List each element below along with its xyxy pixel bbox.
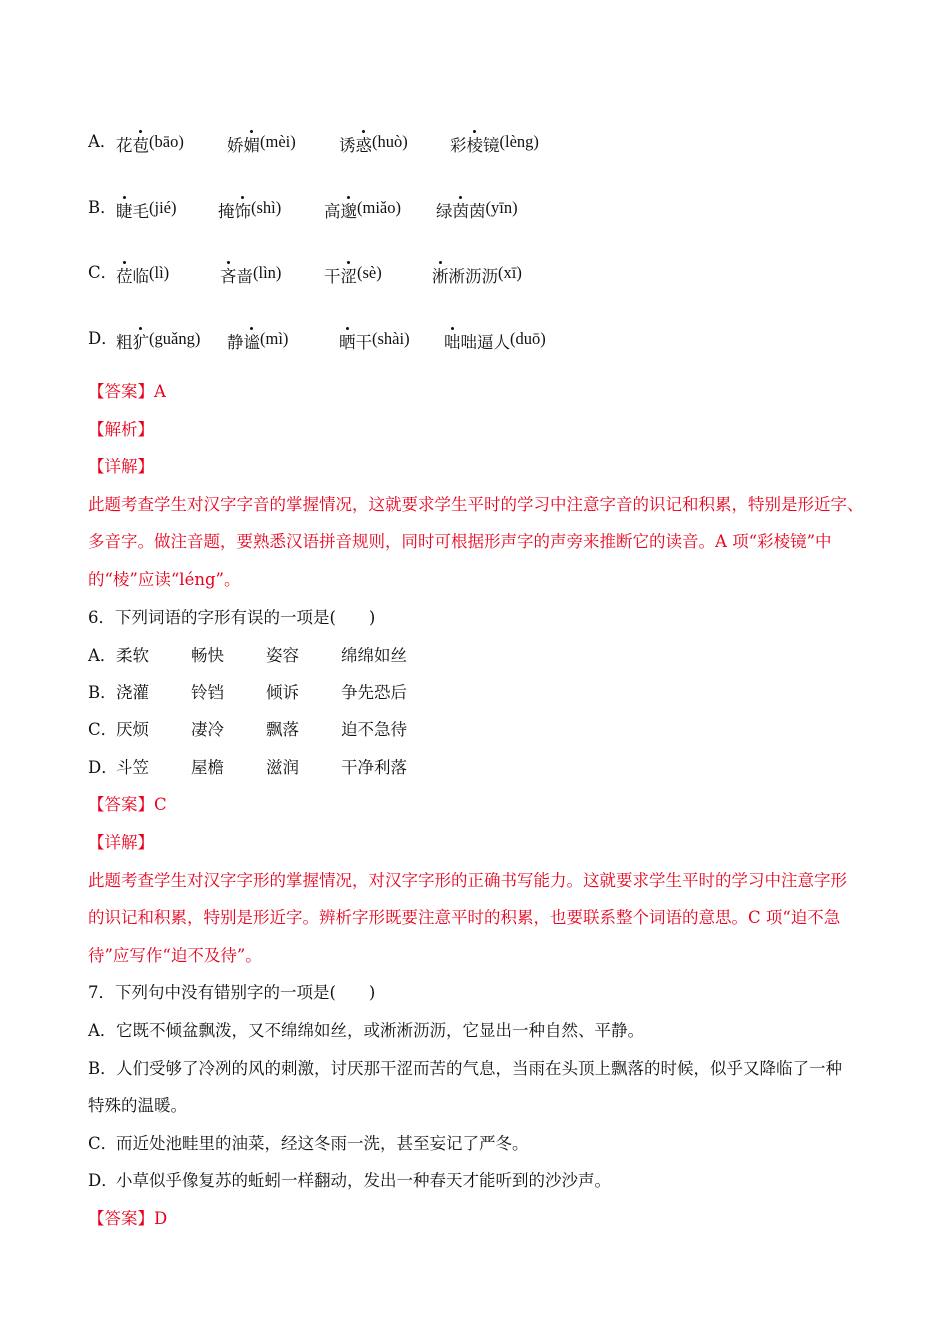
option-text: 而近处池畦里的油菜，经这冬雨一洗，甚至妄记了严冬。 [116, 1134, 529, 1153]
q6-option-a [88, 645, 848, 669]
q6-explain-line: 的识记和积累，特别是形近字。辨析字形既要注意平时的积累，也要联系整个词语的意思。C 项“迫不急 [88, 908, 841, 927]
pron-item: 睫毛(jié) [116, 198, 177, 221]
q5-detail-label: 【详解】 [88, 457, 154, 476]
q6-option-b [88, 682, 848, 706]
q7-option-b-continued [88, 1095, 868, 1117]
option-word: 铃铛 [191, 683, 224, 702]
option-word: 斗笠 [116, 758, 149, 777]
option-text: 小草似乎像复苏的蚯蚓一样翻动，发出一种春天才能听到的沙沙声。 [116, 1171, 611, 1190]
pron-item: 绿茵茵(yīn) [436, 198, 518, 221]
q5-option-c [88, 262, 868, 292]
q7-option-b [88, 1058, 868, 1080]
q5-option-b [88, 197, 868, 227]
option-letter: C． [88, 263, 118, 282]
option-word: 飘落 [266, 720, 299, 739]
option-word: 争先恐后 [341, 683, 407, 702]
option-letter: C． [88, 1134, 118, 1153]
option-letter: B． [88, 198, 117, 217]
option-letter: A． [88, 646, 117, 665]
q6-explain-line: 待”应写作“迫不及待”。 [88, 946, 262, 965]
option-letter: D． [88, 758, 118, 777]
pron-item: 花苞(bāo) [116, 132, 184, 155]
pron-item: 静谧(mì) [227, 329, 289, 352]
pron-item: 彩棱镜(lèng) [450, 132, 539, 155]
pron-item: 吝啬(lìn) [220, 263, 282, 286]
option-word: 浇灌 [116, 683, 149, 702]
q5-option-d [88, 328, 868, 358]
option-text: 它既不倾盆飘泼，又不绵绵如丝，或淅淅沥沥，它显出一种自然、平静。 [116, 1021, 644, 1040]
option-letter: D． [88, 329, 118, 348]
pron-item: 莅临(lì) [116, 263, 170, 286]
option-word: 倾诉 [266, 683, 299, 702]
option-word: 绵绵如丝 [341, 646, 407, 665]
option-word: 厌烦 [116, 720, 149, 739]
q5-explain-line: 此题考查学生对汉字字音的掌握情况，这就要求学生平时的学习中注意字音的识记和积累，特别是形近字、 [88, 495, 864, 514]
pron-item: 淅淅沥沥(xī) [432, 263, 522, 286]
q5-answer: 【答案】A [88, 382, 166, 401]
option-word: 干净利落 [341, 758, 407, 777]
q7-option-d [88, 1170, 868, 1192]
q5-option-a [88, 131, 868, 161]
q6-option-d [88, 757, 848, 781]
option-word: 柔软 [116, 646, 149, 665]
pron-item: 诱惑(huò) [339, 132, 408, 155]
option-letter: A． [88, 1021, 117, 1040]
pron-item: 咄咄逼人(duō) [444, 329, 546, 352]
option-word: 凄冷 [191, 720, 224, 739]
pron-item: 掩饰(shì) [218, 198, 282, 221]
q6-explain-line: 此题考查学生对汉字字形的掌握情况，对汉字字形的正确书写能力。这就要求学生平时的学习中注意字形 [88, 871, 847, 890]
q6-answer: 【答案】C [88, 795, 167, 814]
option-word: 滋润 [266, 758, 299, 777]
pron-item: 干涩(sè) [324, 263, 382, 286]
q5-explain-line: 的“棱”应读“léng”。 [88, 570, 241, 589]
option-letter: B． [88, 1059, 117, 1078]
q5-analysis-label: 【解析】 [88, 420, 154, 439]
option-letter: D． [88, 1171, 118, 1190]
option-word: 畅快 [191, 646, 224, 665]
q7-answer: 【答案】D [88, 1209, 168, 1228]
q6-stem: 6．下列词语的字形有误的一项是( ) [88, 608, 376, 627]
q6-detail-label: 【详解】 [88, 833, 154, 852]
option-letter: C． [88, 720, 118, 739]
pron-item: 粗犷(guǎng) [116, 329, 201, 352]
q7-option-a [88, 1020, 868, 1042]
option-text: 特殊的温暖。 [88, 1096, 187, 1115]
pron-item: 高邈(miǎo) [324, 198, 401, 221]
option-word: 姿容 [266, 646, 299, 665]
q7-option-c [88, 1133, 868, 1155]
q7-stem: 7．下列句中没有错别字的一项是( ) [88, 983, 376, 1002]
pron-item: 晒干(shài) [339, 329, 410, 352]
option-letter: A． [88, 132, 117, 151]
option-letter: B． [88, 683, 117, 702]
option-word: 迫不急待 [341, 720, 407, 739]
q5-explain-line: 多音字。做注音题，要熟悉汉语拼音规则，同时可根据形声字的声旁来推断它的读音。A 项“彩棱镜”中 [88, 532, 832, 551]
option-word: 屋檐 [191, 758, 224, 777]
pron-item: 娇媚(mèi) [227, 132, 296, 155]
q6-option-c [88, 719, 848, 743]
option-text: 人们受够了冷冽的风的刺激，讨厌那干涩而苦的气息，当雨在头顶上飘落的时候，似乎又降临了一种 [116, 1059, 842, 1078]
